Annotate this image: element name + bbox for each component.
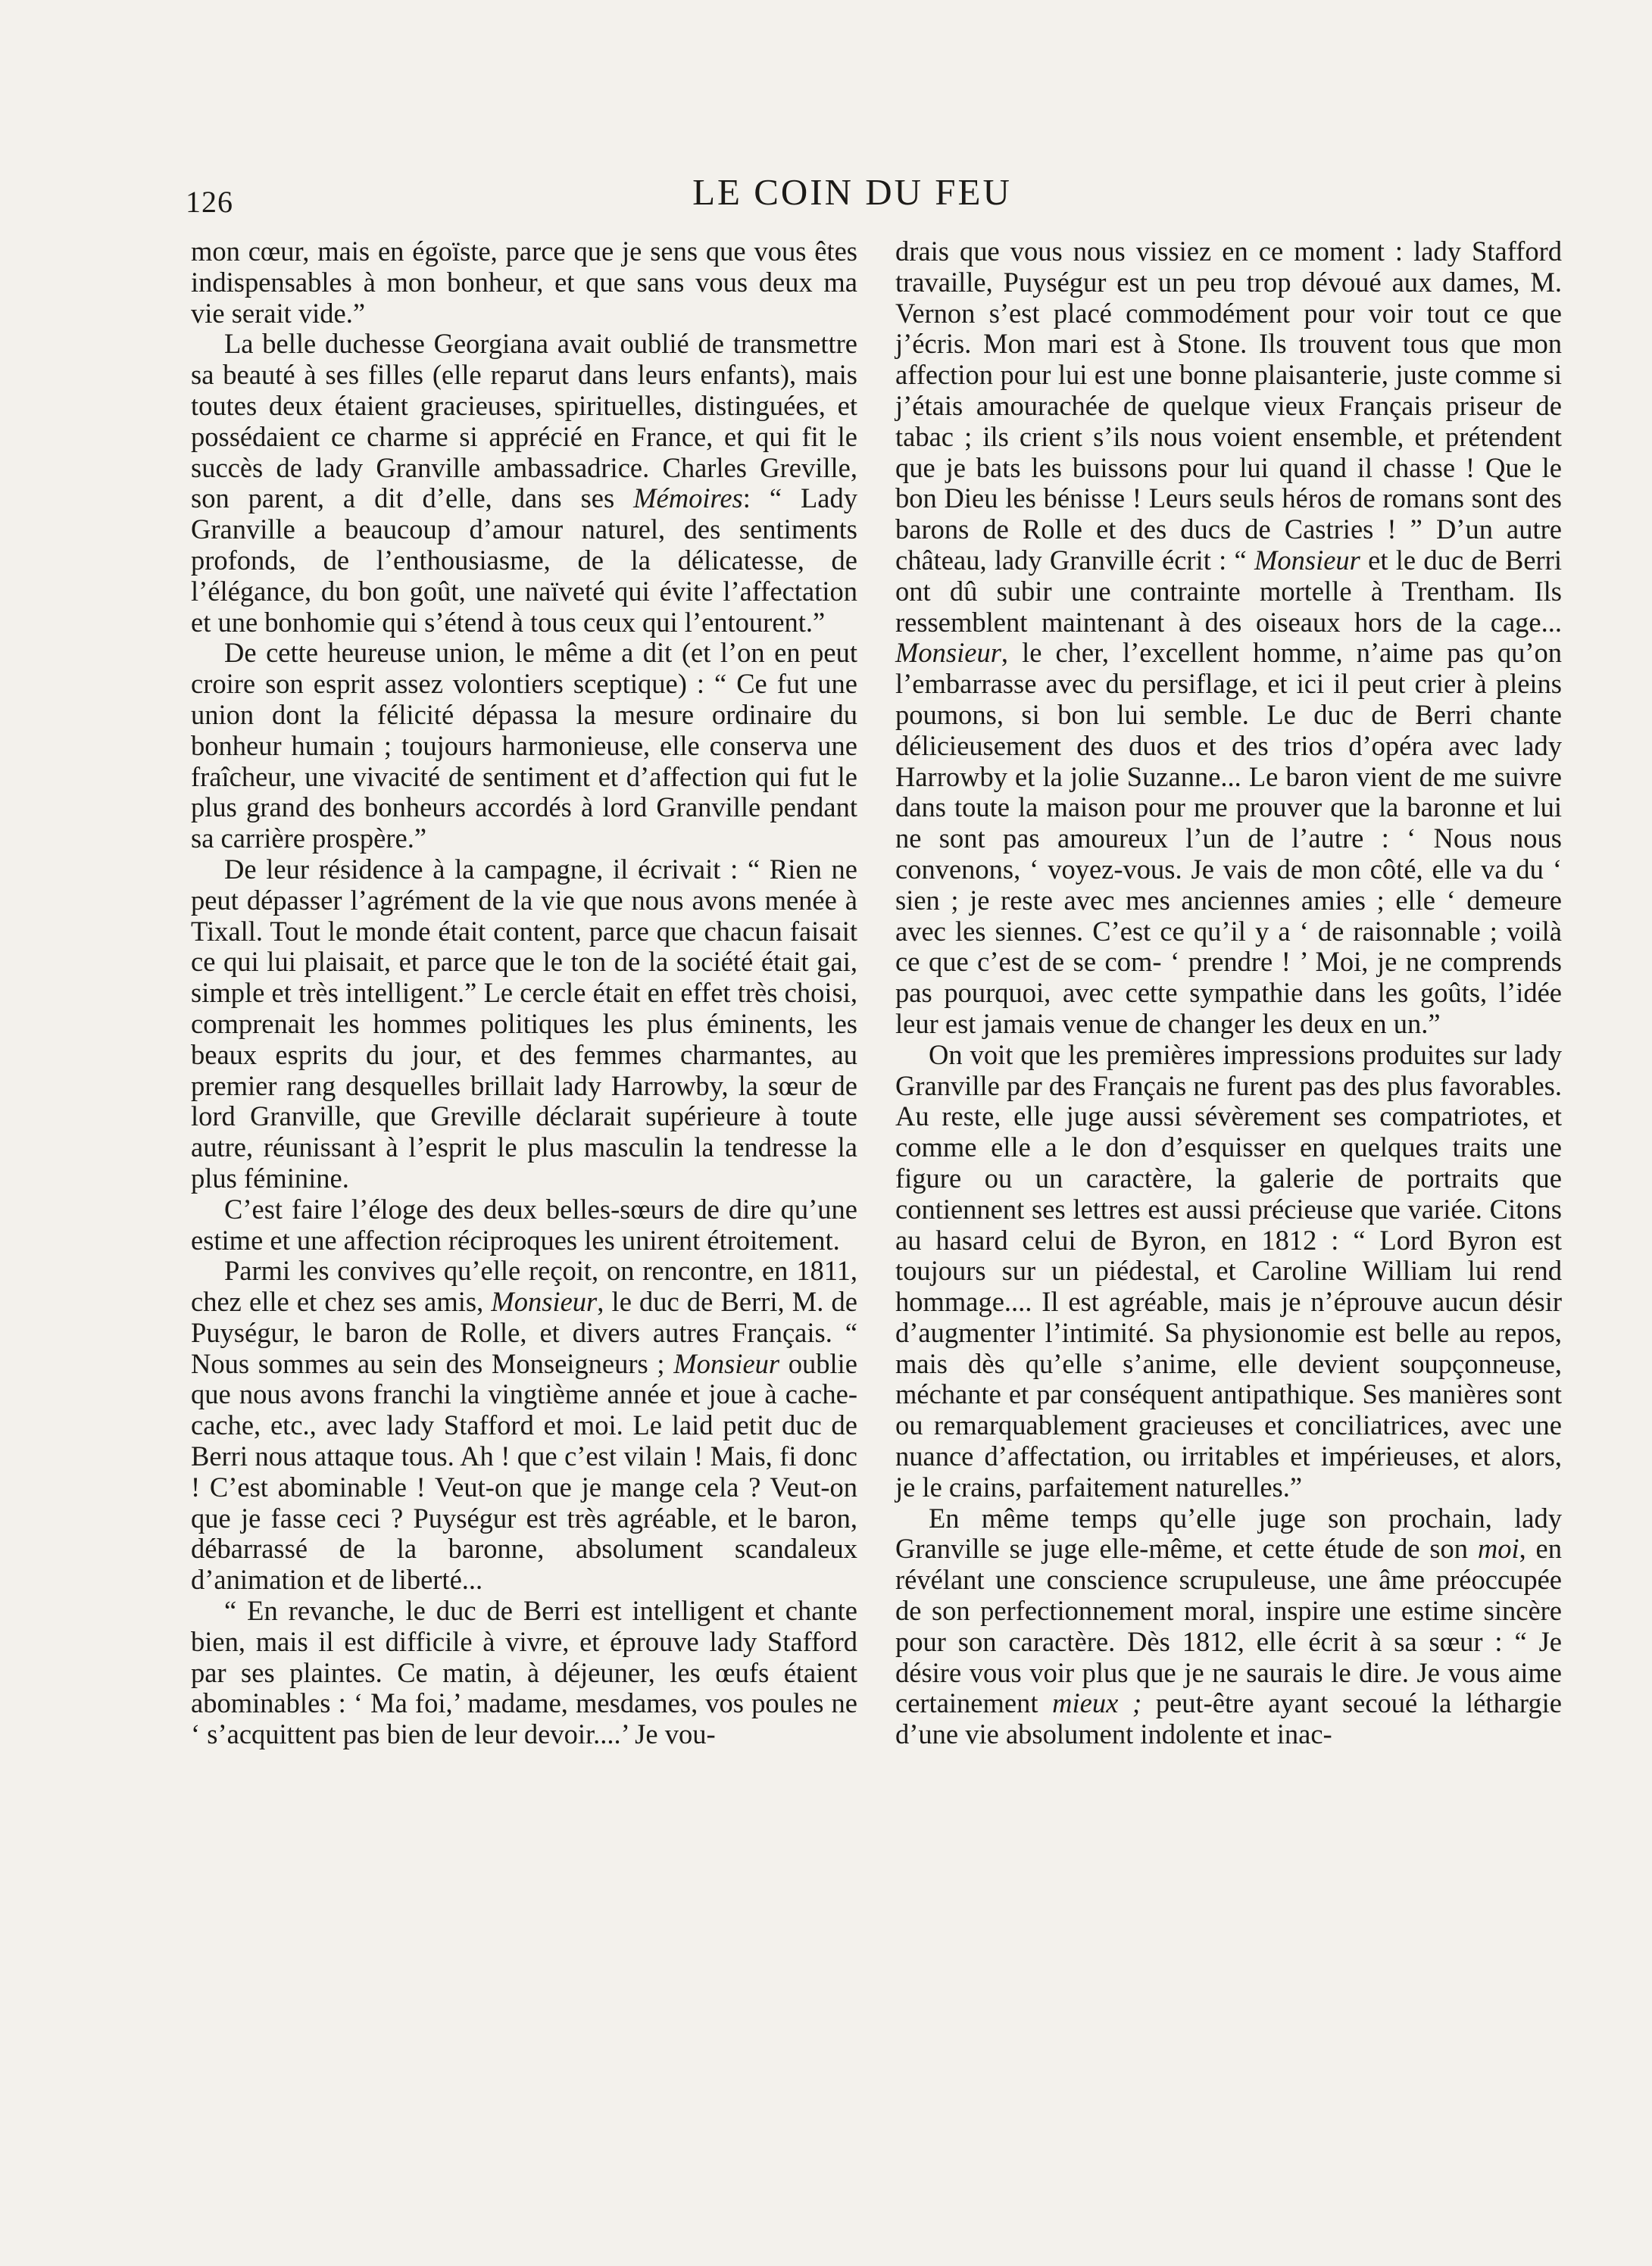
- text-run: Parmi les convives qu’elle reçoit, on rencontre, en 1811, chez elle et chez ses amis,: [191, 1255, 857, 1318]
- paragraph: [191, 1256, 857, 1596]
- page-number: 126: [186, 185, 233, 219]
- italic-text: Monsieur: [673, 1347, 780, 1379]
- paragraph: [191, 1596, 857, 1750]
- paragraph: [191, 854, 857, 1194]
- text-run: De cette heureuse union, le même a dit (et l’on en peut croire son esprit assez volontiers sceptique) : “ Ce fut une union dont la félicité dépassa la mesure ordinaire du bonheur humain ; toujours harmonieuse, elle conserva une fraîcheur, une vivacité de sentiment et d’affection qui fut le plus grand des bonheurs accordés à lord Granville pendant sa carrière prospère.”: [191, 637, 857, 854]
- right-column: [895, 236, 1562, 1750]
- italic-text: Mémoires: [633, 482, 743, 514]
- italic-text: moi: [1477, 1533, 1519, 1565]
- left-column: [191, 236, 857, 1750]
- text-run: De leur résidence à la campagne, il écrivait : “ Rien ne peut dépasser l’agrément de la vie que nous avons menée à Tixall. Tout le monde était content, parce que chacun faisait ce qui lui plaisait, et parce que le ton de la société était gai, simple et très intelligent.” Le cercle était en effet très choisi, comprenait les hommes politiques les plus éminents, les beaux esprits du jour, et des femmes charmantes, au premier rang desquelles brillait lady Harrowby, la sœur de lord Granville, que Greville déclarait supérieure à toute autre, réunissant à l’esprit le plus masculin la tendresse la plus féminine.: [191, 853, 857, 1194]
- text-run: peut-être ayant secoué la léthargie d’une vie absolument indolente et inac-: [895, 1687, 1562, 1750]
- italic-text: Monsieur: [895, 637, 1001, 669]
- text-run: On voit que les premières impressions produites sur lady Granville par des Français ne furent pas des plus favorables. Au reste, elle juge aussi sévèrement ses compatriotes, et comme elle a le don d’esquisser en quelques traits une figure ou un caractère, la galerie de portraits que contiennent ses lettres est aussi précieuse que variée. Citons au hasard celui de Byron, en 1812 : “ Lord Byron est toujours sur un piédestal, et Caroline William lui rend hommage.... Il est agréable, mais je n’éprouve aucun désir d’augmenter l’intimité. Sa physionomie est belle au repos, mais dès qu’elle s’anime, elle devient soupçonneuse, méchante et par conséquent antipathique. Ses manières sont ou remarquablement gracieuses et conciliatrices, avec une nuance d’affectation, ou irritables et impérieuses, et alors, je le crains, parfaitement naturelles.”: [895, 1038, 1562, 1503]
- running-title: LE COIN DU FEU: [692, 171, 1012, 213]
- italic-text: Monsieur: [491, 1286, 598, 1318]
- paragraph: [895, 1040, 1562, 1503]
- italic-text: Monsieur: [1254, 544, 1360, 576]
- text-run: , le duc de Berri, M. de Puységur, le baron de Rolle, et divers autres Français. “ Nous sommes au sein des Monseigneurs ;: [191, 1286, 857, 1379]
- text-run: , en révélant une conscience scrupuleuse, une âme préoccupée de son perfectionnement moral, inspire une estime sincère pour son caractère. Dès 1812, elle écrit à sa sœur : “ Je désire vous voir plus que je ne saurais le dire. Je vous aime certainement: [895, 1533, 1563, 1719]
- italic-text: mieux ;: [1052, 1687, 1142, 1719]
- paragraph: [191, 1194, 857, 1256]
- text-run: La belle duchesse Georgiana avait oublié de transmettre sa beauté à ses filles (elle reparut dans leurs enfants), mais toutes deux étaient gracieuses, spirituelles, distinguées, et possédaient ce charme si apprécié en France, et qui fit le succès de lady Granville ambassadrice. Charles Greville, son parent, a dit d’elle, dans ses: [191, 328, 857, 514]
- text-run: , le cher, l’excellent homme, n’aime pas qu’on l’embarrasse avec du persiflage, et ici il peut crier à pleins poumons, si bon lui semble. Le duc de Berri chante délicieusement des duos et des trios d’opéra avec lady Harrowby et la jolie Suzanne... Le baron vient de me suivre dans toute la maison pour me prouver que la baronne et lui ne sont pas amoureux l’un de l’autre : ‘ Nous nous convenons, ‘ voyez-vous. Je vais de mon côté, elle va du ‘ sien ; je reste avec mes anciennes amies ; elle ‘ demeure avec les siennes. C’est ce qu’il y a ‘ de raisonnable ; voilà ce que c’est de se com- ‘ prendre ! ’ Moi, je ne comprends pas pourquoi, avec cette sympathie dans les goûts, l’idée leur est jamais venue de changer les deux en un.”: [895, 637, 1562, 1039]
- paragraph: [191, 638, 857, 854]
- paragraph: [191, 236, 857, 329]
- text-run: mon cœur, mais en égoïste, parce que je sens que vous êtes indispensables à mon bonheur, et que sans vous deux ma vie serait vide.”: [191, 236, 857, 329]
- text-run: En même temps qu’elle juge son prochain, lady Granville se juge elle-même, et cette étude de son: [895, 1502, 1562, 1565]
- text-run: C’est faire l’éloge des deux belles-sœurs de dire qu’une estime et une affection réciproques les unirent étroitement.: [191, 1193, 857, 1256]
- text-run: et le duc de Berri ont dû subir une contrainte mortelle à Trentham. Ils ressemblent maintenant à des oiseaux hors de la cage...: [895, 544, 1562, 638]
- text-run: “ En revanche, le duc de Berri est intelligent et chante bien, mais il est difficile à vivre, et éprouve lady Stafford par ses plaintes. Ce matin, à déjeuner, les œufs étaient abominables : ‘ Ma foi,’ madame, mesdames, vos poules ne ‘ s’acquittent pas bien de leur devoir....’ Je vou-: [191, 1595, 857, 1750]
- text-run: : “ Lady Granville a beaucoup d’amour naturel, des sentiments profonds, de l’enthousiasme, de la délicatesse, de l’élégance, du bon goût, une naïveté qui évite l’affectation et une bonhomie qui s’étend à tous ceux qui l’entourent.”: [191, 482, 858, 638]
- running-head: [186, 170, 1519, 239]
- text-run: drais que vous nous vissiez en ce moment : lady Stafford travaille, Puységur est un peu trop dévoué aux dames, M. Vernon s’est placé commodément pour voir tout ce que j’écris. Mon mari est à Stone. Ils trouvent tous que mon affection pour lui est une bonne plaisanterie, juste comme si j’étais amourachée de quelque vieux Français priseur de tabac ; ils crient s’ils nous voient ensemble, et prétendent que je bats les buissons pour lui quand il chasse ! Que le bon Dieu les bénisse ! Leurs seuls héros de romans sont des barons de Rolle et des ducs de Castries ! ” D’un autre château, lady Granville écrit : “: [895, 236, 1562, 576]
- text-run: oublie que nous avons franchi la vingtième année et joue à cache-cache, etc., avec lady Stafford et moi. Le laid petit duc de Berri nous attaque tous. Ah ! que c’est vilain ! Mais, fi donc ! C’est abominable ! Veut-on que je mange cela ? Veut-on que je fasse ceci ? Puységur est très agréable, et le baron, débarrassé de la baronne, absolument scandaleux d’animation et de liberté...: [191, 1347, 858, 1596]
- paragraph: [895, 236, 1562, 1040]
- paragraph: [895, 1503, 1562, 1750]
- paragraph: [191, 329, 857, 638]
